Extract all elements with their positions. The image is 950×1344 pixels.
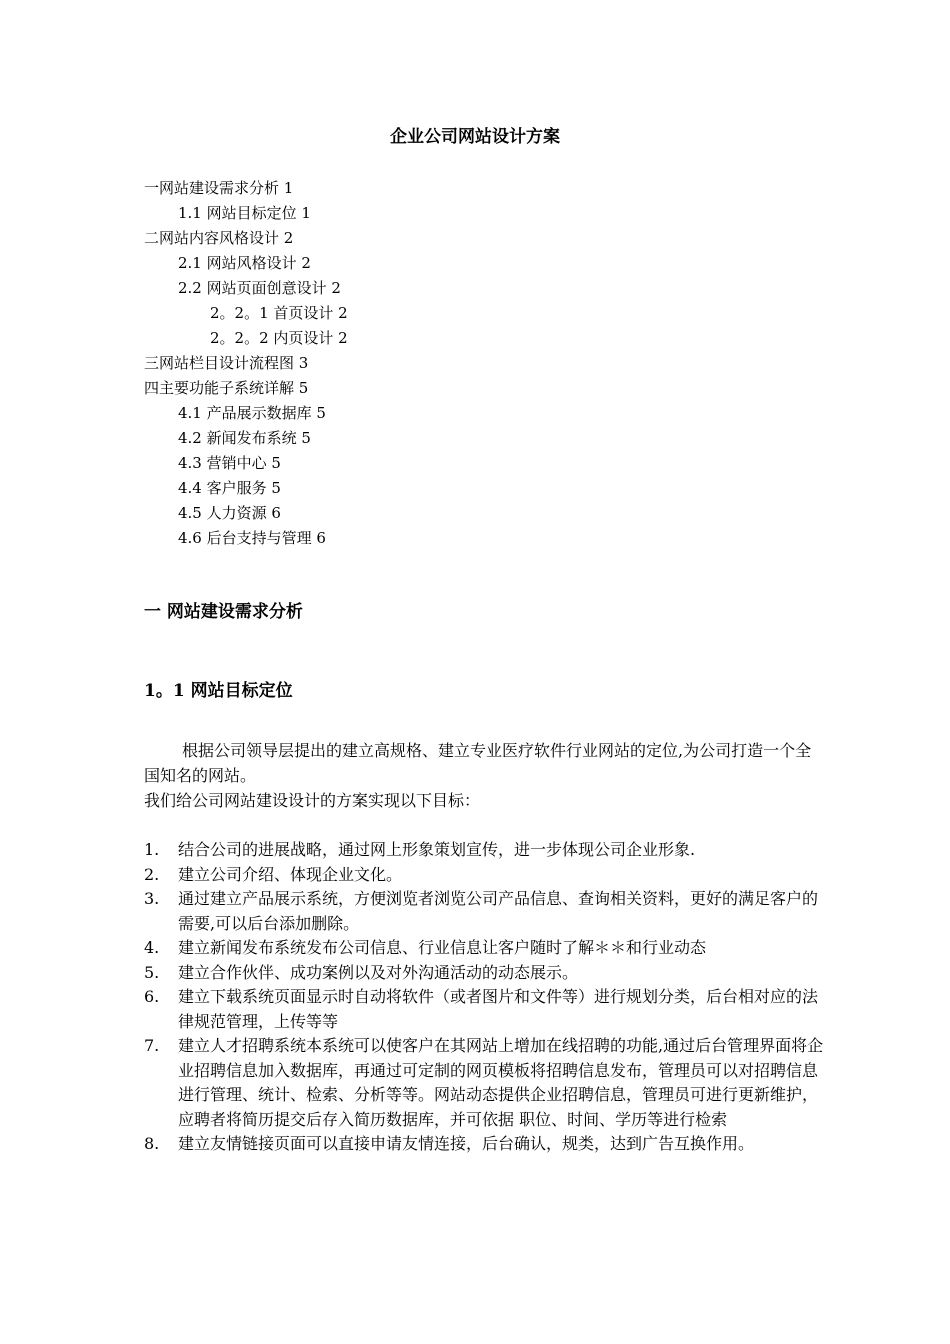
list-number: 6. [144, 987, 160, 1006]
list-item [144, 863, 824, 888]
toc-item[interactable]: 三网站栏目设计流程图 3 [144, 354, 309, 372]
toc-item[interactable]: 四主要功能子系统详解 5 [144, 379, 309, 397]
toc-item[interactable]: 2.2 网站页面创意设计 2 [178, 279, 341, 297]
list-item [144, 936, 824, 961]
list-number: 5. [144, 962, 160, 982]
list-number: 4. [144, 938, 160, 957]
list-number: 7. [144, 1036, 160, 1055]
list-number: 8. [144, 1134, 160, 1153]
toc-item[interactable]: 4.2 新闻发布系统 5 [178, 429, 311, 447]
list-text: 建立新闻发布系统发布公司信息、行业信息让客户随时了解＊＊和行业动态 [178, 938, 707, 957]
subsection-heading: 1。1 网站目标定位 [144, 681, 293, 701]
toc-item[interactable]: 一网站建设需求分析 1 [144, 179, 294, 197]
toc-item[interactable]: 2.1 网站风格设计 2 [178, 254, 311, 272]
section-heading: 一 网站建设需求分析 [144, 602, 303, 622]
toc-item[interactable]: 4.4 客户服务 5 [178, 479, 281, 497]
intro-text [144, 738, 824, 813]
list-text: 建立友情链接页面可以直接申请友情连接，后台确认，规类，达到广告互换作用。 [178, 1134, 755, 1153]
toc-item[interactable]: 4.1 产品展示数据库 5 [178, 404, 326, 422]
toc-item[interactable]: 4.6 后台支持与管理 6 [178, 529, 326, 547]
toc-item[interactable]: 1.1 网站目标定位 1 [178, 204, 311, 222]
list-item [144, 985, 824, 1034]
list-item [144, 1034, 824, 1132]
goals-list [144, 838, 824, 1157]
list-text: 建立下载系统页面显示时自动将软件（或者图片和文件等）进行规划分类，后台相对应的法律规范管理，上传等等 [178, 987, 819, 1031]
list-text: 结合公司的进展战略，通过网上形象策划宣传，进一步体现公司企业形象. [178, 840, 696, 859]
list-item [144, 887, 824, 936]
toc-item[interactable]: 2。2。2 内页设计 2 [210, 329, 348, 347]
toc-item[interactable]: 二网站内容风格设计 2 [144, 229, 294, 247]
toc-item[interactable]: 4.5 人力资源 6 [178, 504, 281, 522]
table-of-contents [144, 176, 744, 551]
toc-item[interactable]: 4.3 营销中心 5 [178, 454, 281, 472]
list-text: 通过建立产品展示系统，方便浏览者浏览公司产品信息、查询相关资料，更好的满足客户的需要,可以后台添加删除。 [178, 889, 819, 933]
list-item [144, 838, 824, 863]
toc-item[interactable]: 2。2。1 首页设计 2 [210, 304, 348, 322]
list-text: 建立合作伙伴、成功案例以及对外沟通活动的动态展示。 [178, 962, 579, 982]
document-title: 企业公司网站设计方案 [390, 127, 560, 147]
intro-paragraph: 我们给公司网站建设设计的方案实现以下目标： [144, 791, 481, 810]
list-number: 2. [144, 864, 160, 884]
intro-paragraph: 根据公司领导层提出的建立高规格、建立专业医疗软件行业网站的定位,为公司打造一个全国知名的网站。 [144, 741, 812, 785]
list-item [144, 1132, 824, 1157]
list-number: 1. [144, 840, 160, 859]
list-number: 3. [144, 889, 160, 908]
list-text: 建立公司介绍、体现企业文化。 [178, 864, 403, 884]
list-text: 建立人才招聘系统本系统可以使客户在其网站上增加在线招聘的功能,通过后台管理界面将企业招聘信息加入数据库，再通过可定制的网页模板将招聘信息发布，管理员可以对招聘信息进行管理、统计、检索、分析等等。网站动态提供企业招聘信息，管理员可进行更新维护，应聘者将简历提交后存入简历数据库，并可依据 职位、时间、学历等进行检索 [178, 1036, 824, 1129]
list-item [144, 961, 824, 986]
